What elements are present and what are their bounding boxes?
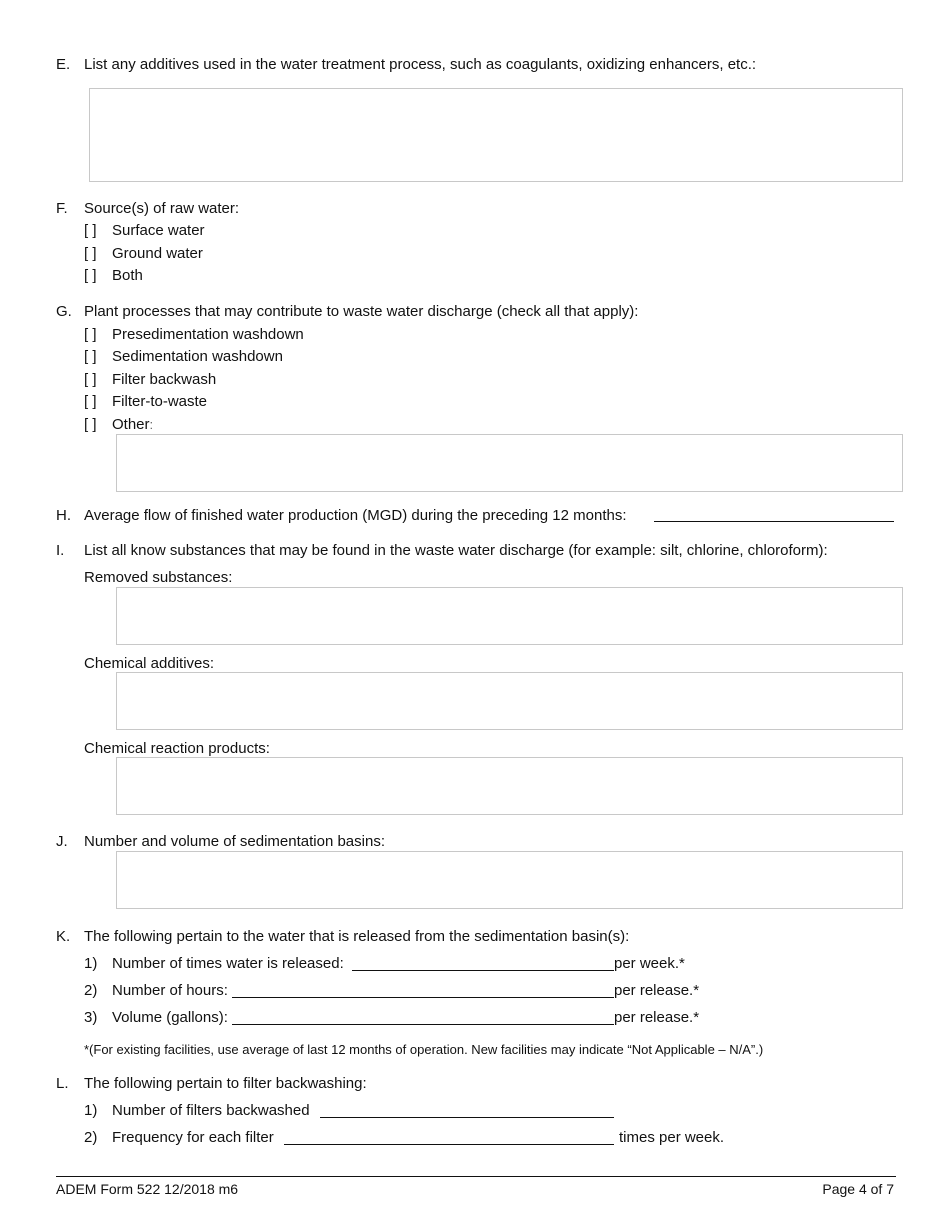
backwash-frequency-field[interactable] [284,1144,614,1145]
average-flow-field[interactable] [654,521,894,522]
section-g-question: Plant processes that may contribute to waste water discharge (check all that apply): [84,303,639,320]
k-item-1-number: 1) [84,955,98,972]
section-i-letter: I. [56,542,65,559]
checkbox-filter-to-waste[interactable]: [ ] [84,393,97,410]
k-item-1-label: Number of times water is released: [112,955,344,972]
checkbox-both[interactable]: [ ] [84,267,97,284]
k-item-3-number: 3) [84,1009,98,1026]
k-item-1-suffix: per week.* [614,955,685,972]
l-item-2-suffix: times per week. [619,1129,725,1146]
checkbox-filter-backwash[interactable]: [ ] [84,371,97,388]
option-ground-water: Ground water [112,245,203,262]
sedimentation-basins-textarea[interactable] [116,851,903,909]
times-released-field[interactable] [352,970,614,971]
reaction-products-textarea[interactable] [116,757,903,815]
k-item-3-suffix: per release.* [614,1009,700,1026]
k-item-2-number: 2) [84,982,98,999]
section-f-letter: F. [56,200,68,217]
checkbox-surface-water[interactable]: [ ] [84,222,97,239]
k-item-3-label: Volume (gallons): [112,1009,228,1026]
option-filter-backwash: Filter backwash [112,371,217,388]
number-of-hours-field[interactable] [232,997,614,998]
reaction-products-label: Chemical reaction products: [84,740,270,757]
l-item-2-number: 2) [84,1129,98,1146]
removed-substances-label: Removed substances: [84,569,233,586]
option-filter-to-waste: Filter-to-waste [112,393,208,410]
checkbox-ground-water[interactable]: [ ] [84,245,97,262]
section-k-letter: K. [56,928,71,945]
section-e-question: List any additives used in the water treatment process, such as coagulants, oxidizing enhancers, etc.: [84,56,757,73]
section-e-letter: E. [56,56,71,73]
section-h-letter: H. [56,507,71,524]
option-surface-water: Surface water [112,222,205,239]
section-l-question: The following pertain to filter backwashing: [84,1075,367,1092]
section-l-letter: L. [56,1075,69,1092]
chemical-additives-label: Chemical additives: [84,655,215,672]
option-other [112,416,153,434]
section-j-question: Number and volume of sedimentation basins: [84,833,385,850]
section-i-question: List all know substances that may be found in the waste water discharge (for example: silt, chlorine, chloroform): [84,542,828,559]
footer-divider [56,1176,896,1177]
other-process-textarea[interactable] [116,434,903,492]
option-presedimentation: Presedimentation washdown [112,326,304,343]
option-other-label: Other [112,416,150,433]
volume-gallons-field[interactable] [232,1024,614,1025]
option-both: Both [112,267,143,284]
option-sedimentation: Sedimentation washdown [112,348,283,365]
section-j-letter: J. [56,833,68,850]
k-item-2-suffix: per release.* [614,982,700,999]
l-item-2-label: Frequency for each filter [112,1129,274,1146]
checkbox-presedimentation[interactable]: [ ] [84,326,97,343]
section-h-question: Average flow of finished water production (MGD) during the preceding 12 months: [84,507,627,524]
chemical-additives-textarea[interactable] [116,672,903,730]
checkbox-sedimentation[interactable]: [ ] [84,348,97,365]
l-item-1-number: 1) [84,1102,98,1119]
l-item-1-label: Number of filters backwashed [112,1102,310,1119]
k-footnote: *(For existing facilities, use average of last 12 months of operation. New facilities may indicate “Not Applicable – N/A”.) [84,1042,764,1057]
option-other-colon: : [149,417,154,432]
footer-page-number: Page 4 of 7 [822,1181,894,1197]
section-f-question: Source(s) of raw water: [84,200,240,217]
filters-backwashed-field[interactable] [320,1117,614,1118]
k-item-2-label: Number of hours: [112,982,228,999]
checkbox-other[interactable]: [ ] [84,416,97,433]
section-g-letter: G. [56,303,72,320]
footer-form-id: ADEM Form 522 12/2018 m6 [56,1181,239,1197]
removed-substances-textarea[interactable] [116,587,903,645]
section-k-question: The following pertain to the water that is released from the sedimentation basin(s): [84,928,630,945]
additives-textarea[interactable] [89,88,903,182]
